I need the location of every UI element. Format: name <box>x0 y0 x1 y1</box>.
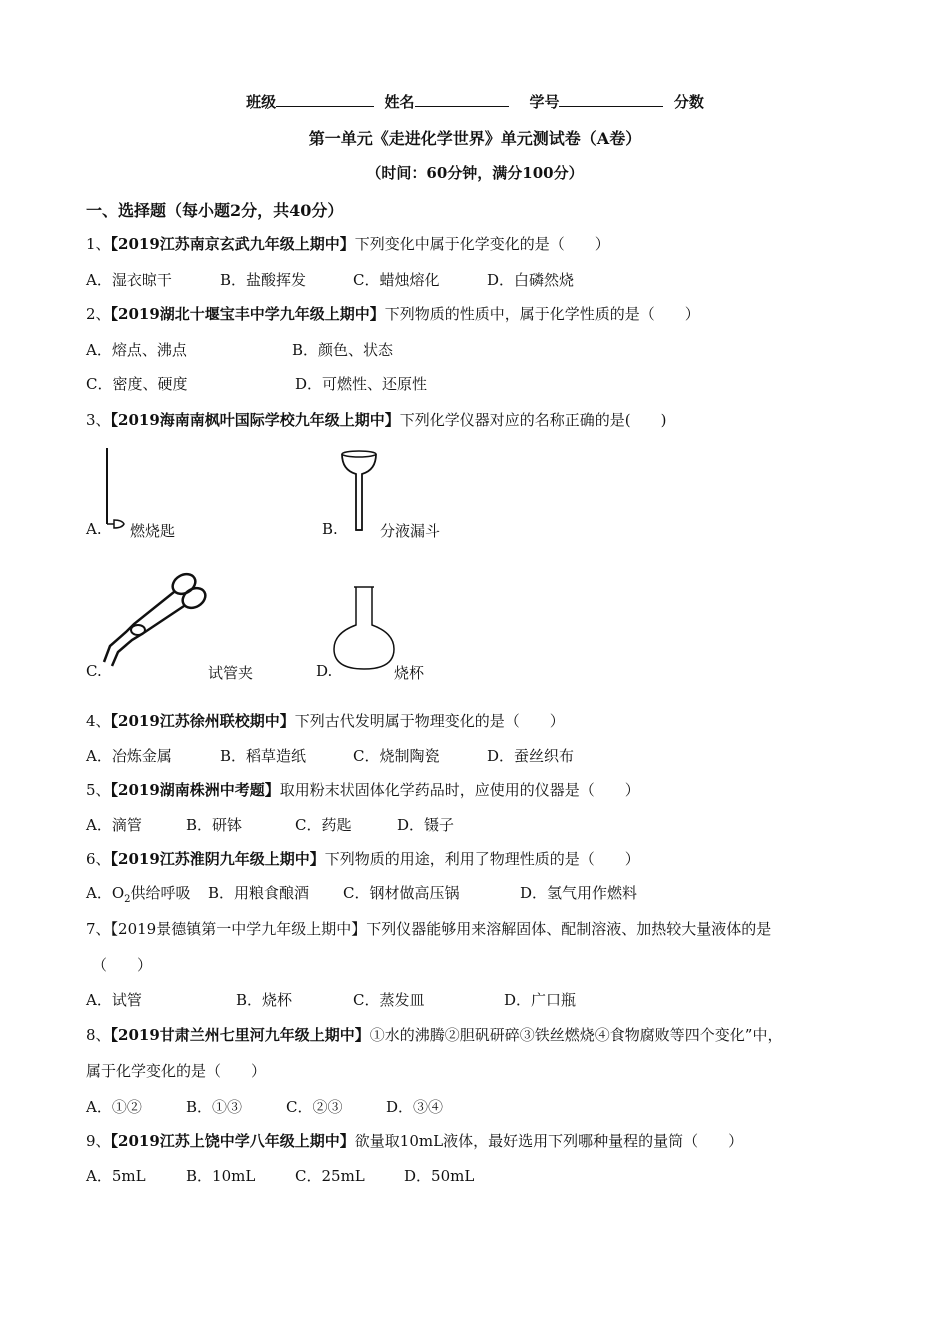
option-b[interactable]: B．盐酸挥发 <box>220 271 307 289</box>
question-text: 欲量取10mL液体，最好选用下列哪种量程的量筒（ ） <box>354 1132 744 1150</box>
option-d[interactable]: D．氢气用作燃料 <box>520 884 638 902</box>
option-b[interactable]: B．①③ <box>186 1098 243 1116</box>
option-b[interactable]: B．10mL <box>186 1167 256 1185</box>
student-info-line <box>0 90 950 112</box>
question-source: 【2019湖南株洲中考题】 <box>110 781 280 799</box>
question-number: 5、 <box>86 781 111 799</box>
question-number: 8、 <box>86 1026 111 1044</box>
question-text: 取用粉末状固体化学药品时，应使用的仪器是（ ） <box>279 781 640 799</box>
crucible-tongs-image <box>96 570 216 670</box>
question-3 <box>86 409 667 430</box>
option-c[interactable]: C．25mL <box>295 1167 365 1185</box>
question-source: 【2019江苏淮阴九年级上期中】 <box>110 850 325 868</box>
option-b[interactable]: B．烧杯 <box>236 991 293 1009</box>
question-1 <box>86 233 610 254</box>
question-text: 下列古代发明属于物理变化的是（ ） <box>294 712 565 730</box>
question-source: 【2019湖北十堰宝丰中学九年级上期中】 <box>110 305 385 323</box>
option-c-letter[interactable]: C. <box>86 662 102 680</box>
question-number: 9、 <box>86 1132 111 1150</box>
option-d-name: 烧杯 <box>394 664 425 682</box>
question-8-cont: 属于化学变化的是（ ） <box>86 1062 267 1080</box>
option-b[interactable]: B．颜色、状态 <box>292 341 394 359</box>
score-label: 分数 <box>673 93 704 111</box>
class-label: 班级 <box>246 93 277 111</box>
option-a-letter[interactable]: A. <box>86 520 102 538</box>
question-6 <box>86 848 640 869</box>
option-c-name: 试管夹 <box>208 664 254 682</box>
question-7-cont: （ ） <box>92 956 153 974</box>
question-7 <box>86 918 771 939</box>
combustion-spoon-image <box>100 448 130 538</box>
option-c[interactable]: C．密度、硬度 <box>86 375 188 393</box>
question-source: 【2019江苏上饶中学八年级上期中】 <box>110 1132 355 1150</box>
question-5 <box>86 779 640 800</box>
question-4 <box>86 710 565 731</box>
question-source: 【2019景德镇第一中学九年级上期中】 <box>110 920 367 938</box>
question-text: 下列化学仪器对应的名称正确的是( ) <box>399 411 667 429</box>
question-text: ①水的沸腾②胆矾研碎③铁丝燃烧④食物腐败等四个变化”中， <box>369 1026 783 1044</box>
option-c[interactable]: C．②③ <box>286 1098 343 1116</box>
class-blank[interactable] <box>276 90 374 107</box>
question-number: 3、 <box>86 411 111 429</box>
question-source: 【2019江苏南京玄武九年级上期中】 <box>110 235 355 253</box>
option-d[interactable]: D．广口瓶 <box>504 991 577 1009</box>
option-d[interactable]: D．可燃性、还原性 <box>295 375 428 393</box>
question-number: 7、 <box>86 920 111 938</box>
question-text: 下列物质的用途，利用了物理性质的是（ ） <box>324 850 640 868</box>
question-9 <box>86 1130 743 1151</box>
option-a[interactable]: A．试管 <box>86 991 142 1009</box>
question-source: 【2019海南南枫叶国际学校九年级上期中】 <box>110 411 400 429</box>
funnel-image <box>340 450 380 540</box>
option-d[interactable]: D．镊子 <box>397 816 455 834</box>
option-b[interactable]: B．稻草造纸 <box>220 747 307 765</box>
question-source: 【2019甘肃兰州七里河九年级上期中】 <box>110 1026 370 1044</box>
question-number: 6、 <box>86 850 111 868</box>
option-a[interactable]: A．熔点、沸点 <box>86 341 187 359</box>
question-source: 【2019江苏徐州联校期中】 <box>110 712 295 730</box>
option-c[interactable]: C．药匙 <box>295 816 352 834</box>
name-blank[interactable] <box>415 90 509 107</box>
option-a-name: 燃烧匙 <box>130 522 176 540</box>
option-c[interactable]: C．钢材做高压锅 <box>343 884 460 902</box>
option-b-name: 分液漏斗 <box>380 522 441 540</box>
option-d[interactable]: D．蚕丝织布 <box>487 747 575 765</box>
option-a[interactable]: A．5mL <box>86 1167 146 1185</box>
name-label: 姓名 <box>384 93 415 111</box>
option-a[interactable]: A．$O_2$供给呼吸 <box>86 884 191 905</box>
option-a[interactable]: A．湿衣晾干 <box>86 271 172 289</box>
option-d[interactable]: D．50mL <box>404 1167 475 1185</box>
section-title: 一、选择题（每小题2分，共40分） <box>86 201 344 220</box>
option-b[interactable]: B．用粮食酿酒 <box>208 884 310 902</box>
time-info: （时间：60分钟，满分100分） <box>366 164 584 182</box>
option-c[interactable]: C．蒸发皿 <box>353 991 425 1009</box>
question-text: 下列变化中属于化学变化的是（ ） <box>354 235 610 253</box>
option-a[interactable]: A．冶炼金属 <box>86 747 172 765</box>
question-number: 2、 <box>86 305 111 323</box>
option-c[interactable]: C．蜡烛熔化 <box>353 271 440 289</box>
option-c[interactable]: C．烧制陶瓷 <box>353 747 440 765</box>
option-b-letter[interactable]: B. <box>322 520 338 538</box>
question-text: 下列物质的性质中，属于化学性质的是（ ） <box>384 305 700 323</box>
question-number: 1、 <box>86 235 111 253</box>
question-8 <box>86 1024 782 1045</box>
page-title: 第一单元《走进化学世界》单元测试卷（A卷） <box>308 129 642 148</box>
id-label: 学号 <box>529 93 560 111</box>
question-number: 4、 <box>86 712 111 730</box>
option-d[interactable]: D．③④ <box>386 1098 444 1116</box>
option-d[interactable]: D．白磷然烧 <box>487 271 575 289</box>
option-a[interactable]: A．①② <box>86 1098 142 1116</box>
option-d-letter[interactable]: D. <box>316 662 333 680</box>
round-flask-image <box>330 585 400 675</box>
option-a[interactable]: A．滴管 <box>86 816 142 834</box>
option-b[interactable]: B．研钵 <box>186 816 243 834</box>
id-blank[interactable] <box>559 90 663 107</box>
question-text: 下列仪器能够用来溶解固体、配制溶液、加热较大量液体的是 <box>366 920 772 938</box>
question-2 <box>86 303 700 324</box>
